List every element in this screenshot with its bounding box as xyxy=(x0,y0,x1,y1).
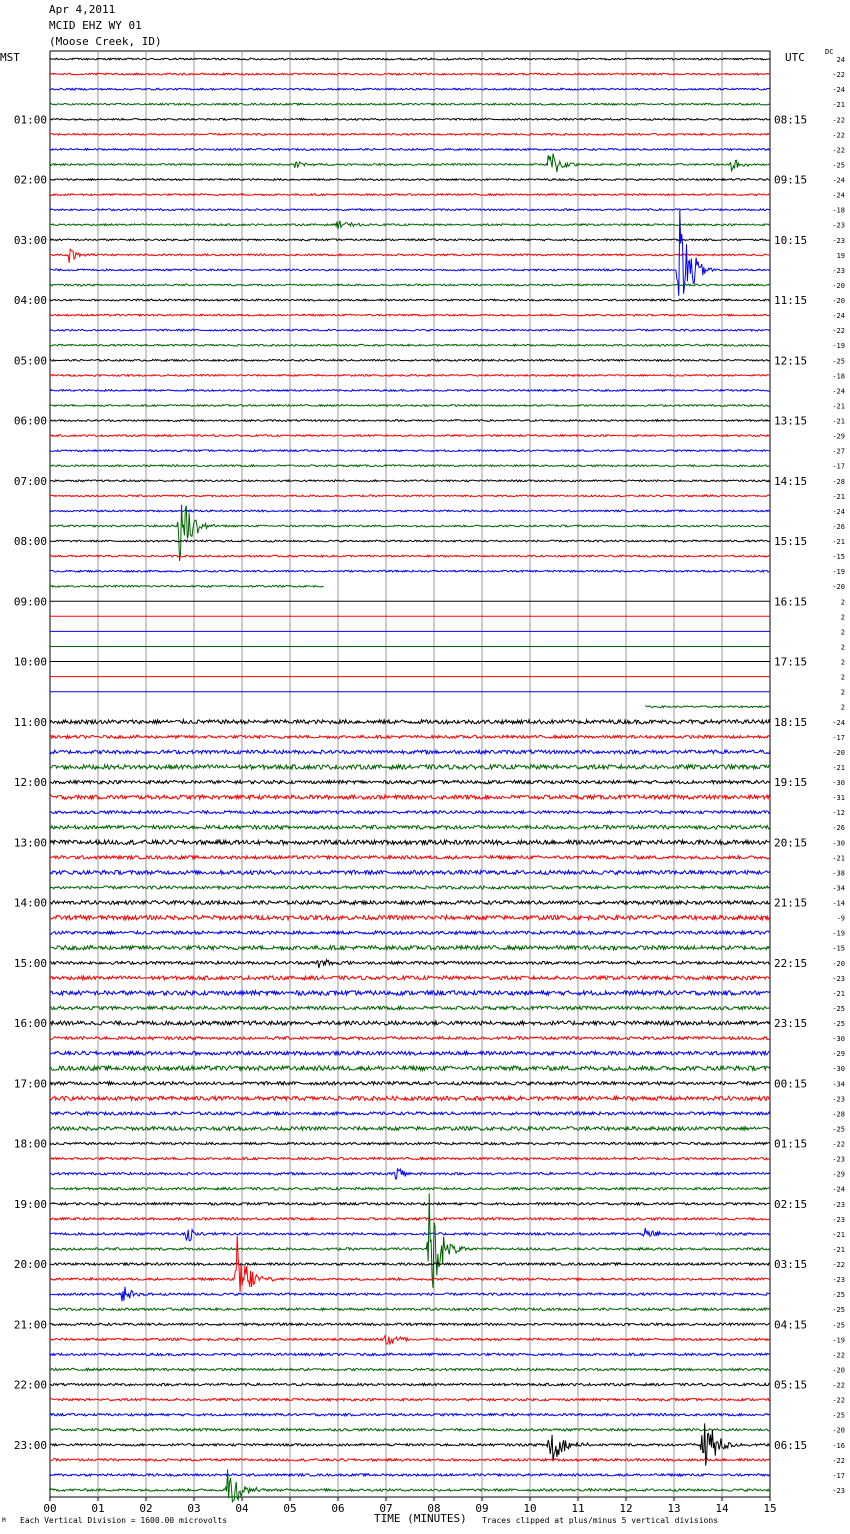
dc-offset-label: -20 xyxy=(832,281,845,290)
trace-line xyxy=(50,780,770,783)
dc-offset-label: -21 xyxy=(832,538,845,547)
right-hour-label: 20:15 xyxy=(774,836,808,850)
dc-offset-label: -29 xyxy=(832,1170,845,1179)
dc-offset-label: -21 xyxy=(832,402,845,411)
dc-offset-label: -22 xyxy=(832,1261,845,1270)
left-hour-label: 20:00 xyxy=(13,1258,47,1272)
dc-offset-label: 2 xyxy=(840,658,845,667)
x-tick-label: 04 xyxy=(235,1502,249,1515)
station-location: (Moose Creek, ID) xyxy=(49,35,162,48)
x-tick-label: 02 xyxy=(139,1502,153,1515)
dc-offset-label: 2 xyxy=(840,688,845,697)
dc-offset-label: -24 xyxy=(832,86,845,95)
left-hour-label: 08:00 xyxy=(13,535,47,549)
right-hour-label: 11:15 xyxy=(774,294,808,308)
dc-offset-label: -25 xyxy=(832,1411,845,1420)
right-hour-label: 01:15 xyxy=(774,1137,808,1151)
dc-offset-label: -23 xyxy=(832,221,845,230)
right-timezone-label: UTC xyxy=(785,51,805,64)
left-hour-label: 02:00 xyxy=(13,173,47,187)
dc-offset-label: -24 xyxy=(832,312,845,321)
dc-offset-label: -20 xyxy=(832,297,845,306)
trace-line xyxy=(50,1308,770,1310)
dc-offset-header: DC xyxy=(825,48,834,56)
dc-offset-label: -30 xyxy=(832,779,845,788)
right-hour-label: 16:15 xyxy=(774,595,808,609)
trace-line xyxy=(50,1168,770,1179)
dc-offset-label: -22 xyxy=(832,131,845,140)
left-hour-label: 22:00 xyxy=(13,1378,47,1392)
x-tick-label: 12 xyxy=(619,1502,633,1515)
dc-offset-label: -23 xyxy=(832,974,845,983)
trace-line xyxy=(50,435,770,437)
trace-line xyxy=(50,555,770,557)
dc-offset-label: -15 xyxy=(832,553,845,562)
dc-offset-label: -23 xyxy=(832,236,845,245)
dc-offset-label: -25 xyxy=(832,1004,845,1013)
x-tick-label: 07 xyxy=(379,1502,393,1515)
trace-line xyxy=(50,1127,770,1131)
dc-offset-label: -25 xyxy=(832,1321,845,1330)
trace-line xyxy=(50,585,324,587)
left-hour-label: 10:00 xyxy=(13,655,47,669)
dc-offset-label: 2 xyxy=(840,598,845,607)
x-tick-label: 10 xyxy=(523,1502,537,1515)
trace-line xyxy=(50,901,770,905)
trace-line xyxy=(50,1006,770,1009)
dc-offset-label: -14 xyxy=(832,899,845,908)
trace-line xyxy=(50,329,770,331)
dc-offset-label: -25 xyxy=(832,1306,845,1315)
trace-line xyxy=(50,870,770,874)
left-hour-label: 06:00 xyxy=(13,414,47,428)
station-code: MCID EHZ WY 01 xyxy=(49,19,142,32)
x-tick-label: 09 xyxy=(475,1502,489,1515)
trace-line xyxy=(50,405,770,407)
x-axis-title: TIME (MINUTES) xyxy=(374,1512,467,1525)
dc-offset-label: -17 xyxy=(832,462,845,471)
dc-offset-label: 2 xyxy=(840,613,845,622)
right-hour-label: 15:15 xyxy=(774,535,808,549)
scale-note: Each Vertical Division = 1600.00 microvolts xyxy=(20,1516,228,1525)
left-hour-label: 14:00 xyxy=(13,896,47,910)
dc-offset-label: -20 xyxy=(832,748,845,757)
x-tick-label: 05 xyxy=(283,1502,297,1515)
dc-offset-label: -24 xyxy=(832,718,845,727)
dc-offset-label: -20 xyxy=(832,583,845,592)
trace-line xyxy=(50,1096,770,1100)
dc-offset-label: -17 xyxy=(832,1471,845,1480)
trace-line xyxy=(50,915,770,919)
trace-line xyxy=(50,1157,770,1159)
dc-offset-label: -29 xyxy=(832,432,845,441)
x-tick-label: 03 xyxy=(187,1502,201,1515)
trace-line xyxy=(50,1021,770,1025)
x-tick-label: 01 xyxy=(91,1502,105,1515)
trace-line xyxy=(50,1228,770,1241)
dc-offset-label: -24 xyxy=(832,507,845,516)
x-tick-label: 14 xyxy=(715,1502,729,1515)
dc-offset-label: -23 xyxy=(832,1486,845,1495)
dc-offset-label: -30 xyxy=(832,1065,845,1074)
trace-line xyxy=(50,1203,770,1205)
dc-offset-label: -27 xyxy=(832,447,845,456)
clip-note: Traces clipped at plus/minus 5 vertical divisions xyxy=(482,1516,719,1525)
dc-offset-label: -38 xyxy=(832,869,845,878)
trace-line xyxy=(50,221,770,230)
dc-offset-label: -21 xyxy=(832,492,845,501)
trace-line xyxy=(50,1037,770,1040)
dc-offset-label: -34 xyxy=(832,1080,845,1089)
trace-line xyxy=(50,390,770,392)
trace-line xyxy=(50,359,770,361)
x-tick-label: 08 xyxy=(427,1502,441,1515)
trace-line xyxy=(50,1051,770,1055)
trace-line xyxy=(50,344,770,346)
trace-line xyxy=(50,1263,770,1265)
dc-offset-label: -21 xyxy=(832,417,845,426)
dc-offset-label: -20 xyxy=(832,1366,845,1375)
dc-offset-label: -26 xyxy=(832,522,845,531)
trace-line xyxy=(50,314,770,316)
dc-offset-label: -21 xyxy=(832,763,845,772)
trace-line xyxy=(50,249,770,262)
dc-offset-label: -24 xyxy=(832,387,845,396)
dc-offset-label: -21 xyxy=(832,989,845,998)
trace-line xyxy=(50,1398,770,1400)
dc-offset-label: 24 xyxy=(836,56,845,65)
dc-offset-label: -15 xyxy=(832,944,845,953)
dc-offset-label: -22 xyxy=(832,1381,845,1390)
dc-offset-label: -23 xyxy=(832,1155,845,1164)
dc-offset-label: -21 xyxy=(832,101,845,110)
dc-offset-label: -30 xyxy=(832,839,845,848)
trace-line xyxy=(50,570,770,572)
trace-line xyxy=(50,750,770,754)
trace-line xyxy=(50,765,770,770)
dc-offset-label: 19 xyxy=(836,251,845,260)
dc-offset-label: -25 xyxy=(832,1020,845,1029)
left-hour-label: 15:00 xyxy=(13,956,47,970)
dc-offset-label: -23 xyxy=(832,266,845,275)
trace-line xyxy=(50,1383,770,1385)
dc-offset-label: -22 xyxy=(832,71,845,80)
trace-line xyxy=(50,1414,770,1416)
trace-line xyxy=(50,73,770,75)
trace-line xyxy=(50,299,770,301)
dc-offset-label: -19 xyxy=(832,342,845,351)
dc-offset-label: -19 xyxy=(832,568,845,577)
x-tick-label: 00 xyxy=(43,1502,57,1515)
dc-offset-label: -23 xyxy=(832,1095,845,1104)
right-hour-label: 14:15 xyxy=(774,474,808,488)
right-hour-label: 17:15 xyxy=(774,655,808,669)
x-tick-label: 15 xyxy=(763,1502,777,1515)
trace-line xyxy=(50,1336,770,1344)
dc-offset-label: -23 xyxy=(832,1276,845,1285)
trace-line xyxy=(50,720,770,724)
trace-line xyxy=(50,88,770,90)
trace-line xyxy=(50,284,770,286)
dc-offset-label: -25 xyxy=(832,357,845,366)
dc-offset-label: -20 xyxy=(832,1426,845,1435)
trace-line xyxy=(50,450,770,452)
trace-line xyxy=(50,1353,770,1355)
trace-line xyxy=(50,735,770,738)
left-hour-label: 16:00 xyxy=(13,1017,47,1031)
trace-line xyxy=(50,209,770,211)
right-hour-label: 12:15 xyxy=(774,354,808,368)
trace-line xyxy=(50,194,770,196)
left-hour-label: 09:00 xyxy=(13,595,47,609)
dc-offset-label: 2 xyxy=(840,628,845,637)
dc-offset-label: 2 xyxy=(840,703,845,712)
dc-offset-label: -22 xyxy=(832,1351,845,1360)
trace-line xyxy=(50,149,770,151)
right-hour-label: 08:15 xyxy=(774,113,808,127)
dc-offset-label: -23 xyxy=(832,1200,845,1209)
trace-line xyxy=(50,1474,770,1476)
dc-offset-label: -25 xyxy=(832,1125,845,1134)
trace-line xyxy=(50,976,770,980)
trace-line xyxy=(50,1323,770,1325)
trace-line xyxy=(50,1082,770,1085)
dc-offset-label: -24 xyxy=(832,176,845,185)
dc-offset-label: -17 xyxy=(832,733,845,742)
dc-offset-label: -22 xyxy=(832,1396,845,1405)
dc-offset-label: -25 xyxy=(832,161,845,170)
right-hour-label: 03:15 xyxy=(774,1258,808,1272)
right-hour-label: 10:15 xyxy=(774,233,808,247)
dc-offset-label: -24 xyxy=(832,191,845,200)
right-hour-label: 23:15 xyxy=(774,1017,808,1031)
trace-line xyxy=(50,154,770,173)
dc-offset-label: -28 xyxy=(832,477,845,486)
corner-mark: M xyxy=(2,1517,6,1524)
trace-line xyxy=(50,505,770,561)
left-hour-label: 23:00 xyxy=(13,1438,47,1452)
trace-line xyxy=(50,179,770,181)
left-hour-label: 11:00 xyxy=(13,715,47,729)
left-hour-label: 17:00 xyxy=(13,1077,47,1091)
left-hour-label: 12:00 xyxy=(13,776,47,790)
left-hour-label: 21:00 xyxy=(13,1318,47,1332)
x-tick-label: 11 xyxy=(571,1502,585,1515)
trace-line xyxy=(50,1218,770,1220)
trace-line xyxy=(50,118,770,120)
dc-offset-label: -21 xyxy=(832,1245,845,1254)
trace-line xyxy=(50,1193,770,1288)
trace-line xyxy=(50,1368,770,1370)
trace-line xyxy=(50,420,770,422)
dc-offset-label: 2 xyxy=(840,673,845,682)
trace-line xyxy=(50,480,770,482)
trace-line xyxy=(50,840,770,844)
trace-line xyxy=(50,931,770,934)
trace-line xyxy=(50,495,770,497)
trace-line xyxy=(50,1188,770,1190)
trace-line xyxy=(50,510,770,512)
trace-line xyxy=(645,706,770,708)
trace-line xyxy=(50,886,770,889)
dc-offset-label: -22 xyxy=(832,116,845,125)
dc-offset-label: -24 xyxy=(832,1185,845,1194)
left-hour-label: 13:00 xyxy=(13,836,47,850)
left-hour-label: 01:00 xyxy=(13,113,47,127)
right-hour-label: 02:15 xyxy=(774,1197,808,1211)
trace-line xyxy=(50,795,770,799)
dc-offset-label: -23 xyxy=(832,1215,845,1224)
trace-line xyxy=(50,946,770,950)
dc-offset-label: 2 xyxy=(840,643,845,652)
dc-offset-label: -22 xyxy=(832,146,845,155)
dc-offset-label: -19 xyxy=(832,929,845,938)
trace-line xyxy=(50,540,770,542)
chart-date: Apr 4,2011 xyxy=(49,3,116,16)
dc-offset-label: -16 xyxy=(832,1441,845,1450)
right-hour-label: 09:15 xyxy=(774,173,808,187)
left-hour-label: 05:00 xyxy=(13,354,47,368)
trace-line xyxy=(50,825,770,829)
right-hour-label: 13:15 xyxy=(774,414,808,428)
dc-offset-label: -25 xyxy=(832,1291,845,1300)
right-hour-label: 21:15 xyxy=(774,896,808,910)
dc-offset-label: -26 xyxy=(832,824,845,833)
trace-line xyxy=(50,58,770,60)
dc-offset-label: -34 xyxy=(832,884,845,893)
dc-offset-label: -29 xyxy=(832,1050,845,1059)
x-tick-label: 13 xyxy=(667,1502,681,1515)
trace-line xyxy=(50,133,770,135)
trace-line xyxy=(50,960,770,968)
dc-offset-label: -9 xyxy=(836,914,845,923)
left-hour-label: 19:00 xyxy=(13,1197,47,1211)
left-hour-label: 04:00 xyxy=(13,294,47,308)
trace-line xyxy=(50,1459,770,1461)
dc-offset-label: -21 xyxy=(832,1230,845,1239)
left-hour-label: 18:00 xyxy=(13,1137,47,1151)
right-hour-label: 05:15 xyxy=(774,1378,808,1392)
dc-offset-label: -22 xyxy=(832,1456,845,1465)
trace-line xyxy=(50,465,770,467)
dc-offset-label: -31 xyxy=(832,794,845,803)
dc-offset-label: -18 xyxy=(832,206,845,215)
dc-offset-label: -28 xyxy=(832,1110,845,1119)
dc-offset-label: -30 xyxy=(832,1035,845,1044)
right-hour-label: 06:15 xyxy=(774,1438,808,1452)
dc-offset-label: -22 xyxy=(832,327,845,336)
trace-line xyxy=(50,1429,770,1431)
right-hour-label: 00:15 xyxy=(774,1077,808,1091)
right-hour-label: 22:15 xyxy=(774,956,808,970)
trace-line xyxy=(50,1112,770,1115)
trace-line xyxy=(50,991,770,995)
dc-offset-label: -12 xyxy=(832,809,845,818)
right-hour-label: 18:15 xyxy=(774,715,808,729)
trace-line xyxy=(50,103,770,105)
plot-frame xyxy=(50,51,770,1497)
trace-line xyxy=(50,374,770,376)
trace-line xyxy=(50,210,770,296)
dc-offset-label: -19 xyxy=(832,1336,845,1345)
left-hour-label: 07:00 xyxy=(13,474,47,488)
trace-line xyxy=(50,239,770,241)
x-tick-label: 06 xyxy=(331,1502,345,1515)
trace-line xyxy=(50,1066,770,1070)
right-hour-label: 04:15 xyxy=(774,1318,808,1332)
trace-line xyxy=(50,1287,770,1302)
dc-offset-label: -22 xyxy=(832,1140,845,1149)
dc-offset-label: -18 xyxy=(832,372,845,381)
dc-offset-label: -21 xyxy=(832,854,845,863)
trace-line xyxy=(50,856,770,859)
left-hour-label: 03:00 xyxy=(13,233,47,247)
dc-offset-label: -20 xyxy=(832,959,845,968)
trace-line xyxy=(50,1142,770,1144)
trace-line xyxy=(50,811,770,814)
right-hour-label: 19:15 xyxy=(774,776,808,790)
left-timezone-label: MST xyxy=(0,51,20,64)
